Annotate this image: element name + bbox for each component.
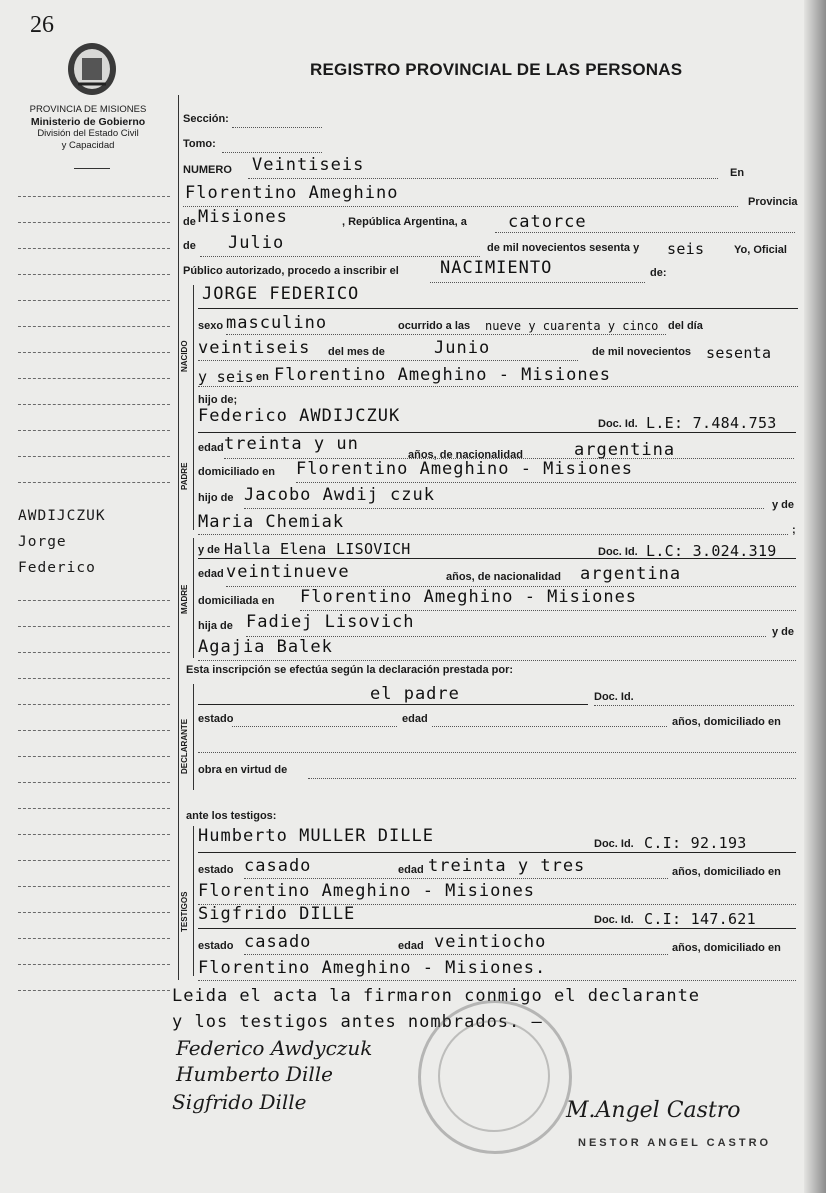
closing-line-2: y los testigos antes nombrados. — xyxy=(172,1012,543,1032)
birth-month-value: Junio xyxy=(434,338,491,358)
capacity-line: y Capacidad xyxy=(61,140,115,151)
declarant-estado-line xyxy=(232,726,397,727)
margin-line xyxy=(18,352,170,353)
father-doc-value: L.E: 7.484.753 xyxy=(646,414,777,432)
mother-edad-label: edad xyxy=(198,568,224,580)
mother-y-de-label: y de xyxy=(198,544,221,556)
mother-name-value: Halla Elena LISOVICH xyxy=(224,540,411,558)
mother-address-line xyxy=(300,610,796,611)
declarant-doc-line xyxy=(594,705,794,706)
margin-divider xyxy=(178,95,179,980)
signature-declarant: Federico Awdyczuk xyxy=(176,1036,373,1060)
margin-line xyxy=(18,860,170,861)
signature-witness1: Humberto Dille xyxy=(176,1062,333,1086)
birth-place-line xyxy=(198,386,798,387)
witness1-anios-label: años, domiciliado en xyxy=(672,866,781,878)
padre-bracket xyxy=(193,402,194,530)
closing-line-1: Leida el acta la firmaron conmigo el declarante xyxy=(172,986,701,1006)
nacido-side-label: NACIDO xyxy=(180,340,189,372)
witness2-anios-label: años, domiciliado en xyxy=(672,942,781,954)
maternal-grandmother-value: Agajia Balek xyxy=(198,637,333,657)
obra-line xyxy=(308,778,796,779)
margin-surname: AWDIJCZUK xyxy=(18,508,106,524)
signature-officer: M.Angel Castro xyxy=(566,1098,741,1123)
del-dia-label: del día xyxy=(668,320,703,332)
margin-line xyxy=(18,938,170,939)
hijo-de-label: hijo de; xyxy=(198,394,238,406)
declarant-address-line xyxy=(198,752,796,753)
margin-line xyxy=(18,990,170,991)
republica-label: , República Argentina, a xyxy=(342,216,467,228)
witness1-doc-label: Doc. Id. xyxy=(594,838,634,850)
witness1-address-value: Florentino Ameghino - Misiones xyxy=(198,881,536,901)
en-label: En xyxy=(730,167,745,179)
signature-witness2: Sigfrido Dille xyxy=(172,1090,307,1114)
ocurrido-label: ocurrido a las xyxy=(398,320,471,332)
division-line: División del Estado Civil xyxy=(37,128,139,139)
paternal-grandfather-value: Jacobo Awdij czuk xyxy=(244,485,435,505)
declarant-line xyxy=(198,704,588,705)
margin-first-name: Jorge xyxy=(18,534,67,550)
margin-line xyxy=(18,378,170,379)
father-semicolon: ; xyxy=(792,524,796,536)
margin-line xyxy=(18,730,170,731)
mother-name-line xyxy=(198,558,796,559)
margin-line xyxy=(18,274,170,275)
witness2-status-value: casado xyxy=(244,932,312,952)
inscripcion-label: Esta inscripción se efectúa según la declaración prestada por: xyxy=(186,664,514,676)
mother-doc-value: L.C: 3.024.319 xyxy=(646,542,777,560)
month-act-line xyxy=(200,256,480,257)
witness1-estado-label: estado xyxy=(198,864,234,876)
margin-line xyxy=(18,196,170,197)
year-act-value: seis xyxy=(667,240,705,258)
ministry-heading xyxy=(12,104,164,152)
witness2-address-line xyxy=(198,980,796,981)
place-value: Florentino Ameghino xyxy=(185,183,399,203)
maternal-grandmother-line xyxy=(198,660,796,661)
sexo-label: sexo xyxy=(198,320,224,332)
birth-year-value: sesenta xyxy=(706,344,772,362)
seccion-line xyxy=(232,127,322,128)
de2-label: de xyxy=(183,240,196,252)
officer-name: NESTOR ANGEL CASTRO xyxy=(578,1137,772,1149)
month-act-value: Julio xyxy=(228,233,285,253)
father-y-de-label: y de xyxy=(772,499,795,511)
father-name-value: Federico AWDIJCZUK xyxy=(198,406,401,426)
numero-value: Veintiseis xyxy=(252,155,365,175)
witness1-name-line xyxy=(198,852,796,853)
father-doc-label: Doc. Id. xyxy=(598,418,638,430)
witness1-name-value: Humberto MULLER DILLE xyxy=(198,826,434,846)
act-type-line xyxy=(430,282,645,283)
mother-nationality-value: argentina xyxy=(580,564,682,584)
margin-line xyxy=(18,600,170,601)
witness1-status-value: casado xyxy=(244,856,312,876)
numero-line xyxy=(248,178,718,179)
birth-year2-value: y seis xyxy=(198,368,254,386)
tomo-label: Tomo: xyxy=(183,138,216,150)
provincia-label: Provincia xyxy=(748,196,798,208)
sex-value: masculino xyxy=(226,313,328,333)
ministry-line: Ministerio de Gobierno xyxy=(30,116,146,128)
declarant-anios-label: años, domiciliado en xyxy=(672,716,781,728)
witness2-age-value: veintiocho xyxy=(434,932,547,952)
father-address-line xyxy=(296,482,796,483)
testigos-side-label: TESTIGOS xyxy=(180,891,189,932)
act-type-value: NACIMIENTO xyxy=(440,258,553,278)
de-label: de xyxy=(183,216,196,228)
madre-side-label: MADRE xyxy=(180,584,189,614)
paternal-grandmother-value: Maria Chemiak xyxy=(198,512,345,532)
margin-line xyxy=(18,808,170,809)
mother-nac-label: años, de nacionalidad xyxy=(446,571,561,583)
register-title: REGISTRO PROVINCIAL DE LAS PERSONAS xyxy=(310,60,683,79)
mother-doc-label: Doc. Id. xyxy=(598,546,638,558)
sex-line xyxy=(226,334,666,335)
mother-dom-label: domiciliada en xyxy=(198,595,275,607)
publico-label: Público autorizado, procedo a inscribir el xyxy=(183,265,399,277)
page-number: 26 xyxy=(30,12,54,38)
official-stamp-inner xyxy=(438,1020,550,1132)
province-coat-of-arms-icon xyxy=(64,40,120,98)
witness2-edad-label: edad xyxy=(398,940,424,952)
witness1-doc-value: C.I: 92.193 xyxy=(644,834,747,852)
father-hijo-label: hijo de xyxy=(198,492,234,504)
seccion-label: Sección: xyxy=(183,113,229,125)
declarante-bracket xyxy=(193,684,194,790)
witness2-doc-label: Doc. Id. xyxy=(594,914,634,926)
margin-line xyxy=(18,678,170,679)
declarant-edad-line xyxy=(432,726,667,727)
mother-y-de-label2: y de xyxy=(772,626,795,638)
day-act-line xyxy=(495,232,795,233)
obra-label: obra en virtud de xyxy=(198,764,288,776)
numero-label: NUMERO xyxy=(183,164,232,176)
father-dom-label: domiciliado en xyxy=(198,466,276,478)
margin-line xyxy=(18,912,170,913)
birth-day-line xyxy=(198,360,578,361)
mother-address-value: Florentino Ameghino - Misiones xyxy=(300,587,638,607)
yo-oficial-label: Yo, Oficial xyxy=(734,244,787,256)
witness2-address-value: Florentino Ameghino - Misiones. xyxy=(198,958,547,978)
padre-side-label: PADRE xyxy=(180,462,189,490)
father-address-value: Florentino Ameghino - Misiones xyxy=(296,459,634,479)
hour-value: nueve y cuarenta y cinco xyxy=(485,319,659,333)
witness1-edad-label: edad xyxy=(398,864,424,876)
paternal-grandfather-line xyxy=(244,508,764,509)
declarante-side-label: DECLARANTE xyxy=(180,718,189,774)
del-mes-label: del mes de xyxy=(328,346,385,358)
margin-line xyxy=(18,886,170,887)
margin-line xyxy=(18,652,170,653)
province-value: Misiones xyxy=(198,207,288,227)
en2-label: en xyxy=(256,371,269,383)
witness1-status-line xyxy=(244,878,668,879)
birth-day-value: veintiseis xyxy=(198,338,311,358)
witness2-status-line xyxy=(244,954,668,955)
day-act-value: catorce xyxy=(508,212,587,232)
witness1-age-value: treinta y tres xyxy=(428,856,586,876)
testigos-bracket xyxy=(193,826,194,976)
mil-label: de mil novecientos sesenta y xyxy=(487,242,640,254)
margin-line xyxy=(18,626,170,627)
margin-line xyxy=(18,430,170,431)
declarant-value: el padre xyxy=(370,684,460,704)
margin-line xyxy=(18,756,170,757)
margin-line xyxy=(18,704,170,705)
child-name-line xyxy=(198,308,798,309)
margin-line xyxy=(18,482,170,483)
child-name-value: JORGE FEDERICO xyxy=(202,284,360,304)
father-name-line xyxy=(198,432,796,433)
margin-line xyxy=(18,222,170,223)
witness2-name-value: Sigfrido DILLE xyxy=(198,904,356,924)
declarant-edad-label: edad xyxy=(402,713,428,725)
margin-line xyxy=(18,300,170,301)
father-edad-label: edad xyxy=(198,442,224,454)
margin-line xyxy=(18,456,170,457)
page-edge-shadow xyxy=(804,0,826,1193)
de-colon-label: de: xyxy=(650,267,667,279)
margin-line xyxy=(18,248,170,249)
province-line: PROVINCIA DE MISIONES xyxy=(29,104,147,115)
maternal-grandfather-value: Fadiej Lisovich xyxy=(246,612,415,632)
madre-bracket xyxy=(193,538,194,658)
margin-line xyxy=(18,834,170,835)
witness2-estado-label: estado xyxy=(198,940,234,952)
margin-line xyxy=(18,782,170,783)
mother-hija-label: hija de xyxy=(198,620,233,632)
ante-label: ante los testigos: xyxy=(186,810,277,822)
witness2-name-line xyxy=(198,928,796,929)
ministry-rule xyxy=(74,168,110,169)
mil2-label: de mil novecientos xyxy=(592,346,692,358)
margin-second-name: Federico xyxy=(18,560,96,576)
witness2-doc-value: C.I: 147.621 xyxy=(644,910,756,928)
declarant-estado-label: estado xyxy=(198,713,234,725)
father-nationality-value: argentina xyxy=(574,440,676,460)
father-age-value: treinta y un xyxy=(224,434,359,454)
declarant-doc-label: Doc. Id. xyxy=(594,691,634,703)
mother-age-value: veintinueve xyxy=(226,562,350,582)
birth-place-value: Florentino Ameghino - Misiones xyxy=(274,365,612,385)
paternal-grandmother-line xyxy=(198,534,788,535)
tomo-line xyxy=(222,152,322,153)
margin-line xyxy=(18,964,170,965)
father-nac-label: años, de nacionalidad xyxy=(408,449,523,461)
margin-line xyxy=(18,404,170,405)
margin-line xyxy=(18,326,170,327)
